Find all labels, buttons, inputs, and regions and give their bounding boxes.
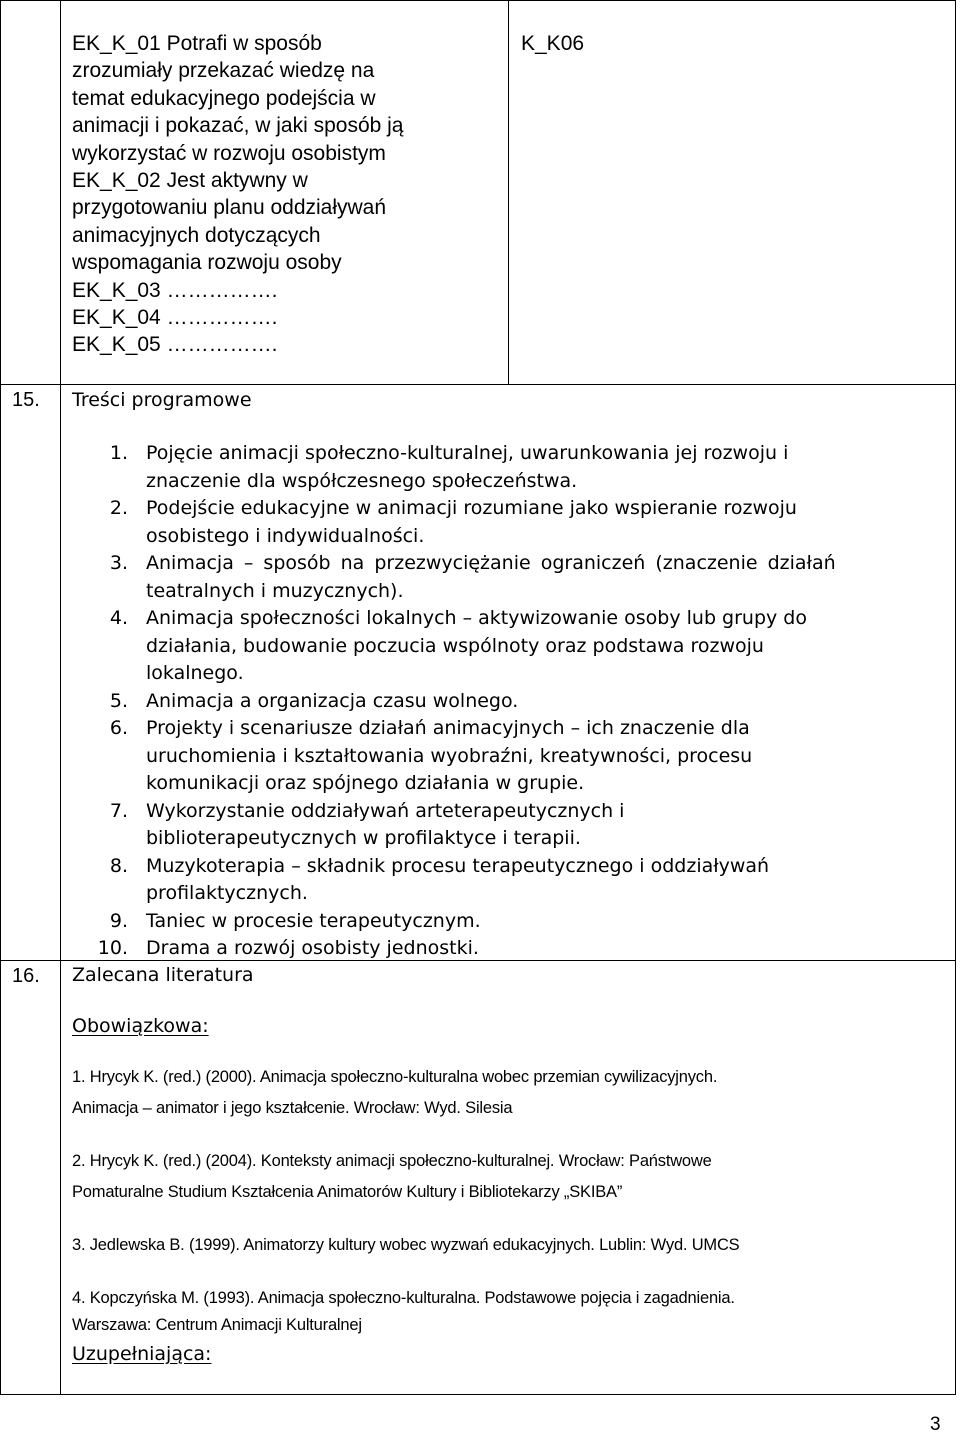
list-item-line: uruchomienia i kształtowania wyobraźni, kreatywności, procesu — [146, 744, 753, 767]
list-item-line: Drama a rozwój osobisty jednostki. — [146, 937, 479, 959]
competence-code: K_K06 — [521, 32, 585, 55]
border-left — [0, 0, 1, 1395]
list-item-line: osobistego i indywidualności. — [146, 524, 425, 547]
list-item-number: 5. — [109, 689, 128, 712]
reference-line: 1. Hrycyk K. (red.) (2000). Animacja społeczno-kulturalna wobec przemian cywilizacyjnych. — [72, 1068, 718, 1086]
required-literature-heading-text: Obowiązkowa: — [72, 1015, 209, 1037]
competence-line: animacyjnych dotyczących — [72, 223, 321, 247]
reference-line: 3. Jedlewska B. (1999). Animatorzy kultury wobec wyzwań edukacyjnych. Lublin: Wyd. UMCS — [72, 1236, 740, 1254]
competence-line: EK_K_03 ……………. — [72, 278, 278, 302]
supplementary-literature-heading-text: Uzupełniająca: — [72, 1343, 212, 1365]
reference-line: 4. Kopczyńska M. (1993). Animacja społeczno-kulturalna. Podstawowe pojęcia i zagadnienia. — [72, 1289, 735, 1307]
list-item-line: lokalnego. — [146, 662, 244, 684]
competence-divider — [508, 0, 509, 385]
list-item-line: Animacja – sposób na przezwyciężanie ograniczeń (znaczenie działań — [146, 552, 836, 574]
list-item-number: 4. — [109, 607, 128, 629]
section-15-number: 15. — [12, 389, 40, 411]
supplementary-literature-heading — [72, 1342, 211, 1367]
list-item-line: Podejście edukacyjne w animacji rozumiane jako wspieranie rozwoju — [146, 497, 797, 519]
required-literature-heading — [72, 1014, 209, 1039]
section-16-number: 16. — [12, 965, 40, 987]
reference-line: 2. Hrycyk K. (red.) (2004). Konteksty animacji społeczno-kulturalnej. Wrocław: Państwowe — [72, 1152, 712, 1170]
page-number: 3 — [930, 1414, 941, 1435]
list-item-number: 10. — [97, 937, 128, 959]
list-item-number: 8. — [109, 854, 128, 877]
list-item-line: biblioterapeutycznych w profilaktyce i terapii. — [146, 827, 581, 849]
list-item-number: 6. — [109, 717, 128, 739]
list-item-line: Animacja a organizacja czasu wolnego. — [146, 689, 519, 712]
competence-line: zrozumiały przekazać wiedzę na — [72, 59, 375, 83]
list-item-line: Muzykoterapia – składnik procesu terapeutycznego i oddziaływań — [146, 854, 770, 877]
list-item-number: 3. — [109, 552, 128, 574]
list-item-number: 7. — [109, 799, 128, 822]
list-item-line: Wykorzystanie oddziaływań arteterapeutycznych i — [146, 799, 625, 822]
competence-line: EK_K_04 ……………. — [72, 306, 278, 329]
reference-line: Pomaturalne Studium Kształcenia Animatorów Kultury i Bibliotekarzy „SKIBA” — [72, 1183, 623, 1201]
reference-line: Warszawa: Centrum Animacji Kulturalnej — [72, 1316, 362, 1334]
list-item-number: 1. — [109, 442, 128, 464]
list-item-line: profilaktycznych. — [146, 882, 308, 904]
competence-line: temat edukacyjnego podejścia w — [72, 86, 376, 110]
list-item-line: Taniec w procesie terapeutycznym. — [146, 909, 481, 932]
competence-line: wspomagania rozwoju osoby — [72, 251, 342, 275]
section-15-title: Treści programowe — [72, 389, 252, 411]
list-item-line: teatralnych i muzycznych). — [146, 579, 404, 602]
list-item-line: znaczenie dla współczesnego społeczeństwa. — [146, 469, 578, 492]
competence-line: przygotowaniu planu oddziaływań — [72, 196, 387, 220]
list-item-line: komunikacji oraz spójnego działania w grupie. — [146, 772, 585, 794]
competence-line: animacji i pokazać, w jaki sposób ją — [72, 114, 404, 138]
list-item-line: działania, budowanie poczucia wspólnoty oraz podstawa rozwoju — [146, 634, 764, 657]
section-16-title: Zalecana literatura — [72, 964, 254, 986]
list-item-line: Projekty i scenariusze działań animacyjnych – ich znaczenie dla — [146, 717, 750, 739]
row-divider-15 — [0, 384, 956, 385]
border-top — [0, 0, 956, 1]
list-item-number: 2. — [109, 497, 128, 519]
column-divider — [60, 0, 61, 1395]
competence-line: EK_K_01 Potrafi w sposób — [72, 32, 322, 55]
competence-line: EK_K_02 Jest aktywny w — [72, 169, 308, 192]
list-item-line: Animacja społeczności lokalnych – aktywizowanie osoby lub grupy do — [146, 607, 807, 629]
list-item-number: 9. — [109, 909, 128, 932]
competence-line: EK_K_05 ……………. — [72, 333, 278, 357]
reference-line: Animacja – animator i jego kształcenie. Wrocław: Wyd. Silesia — [72, 1099, 513, 1117]
border-bottom — [0, 1394, 956, 1395]
border-right — [955, 0, 956, 1395]
list-item-line: Pojęcie animacji społeczno-kulturalnej, uwarunkowania jej rozwoju i — [146, 442, 789, 464]
competence-line: wykorzystać w rozwoju osobistym — [72, 141, 386, 165]
